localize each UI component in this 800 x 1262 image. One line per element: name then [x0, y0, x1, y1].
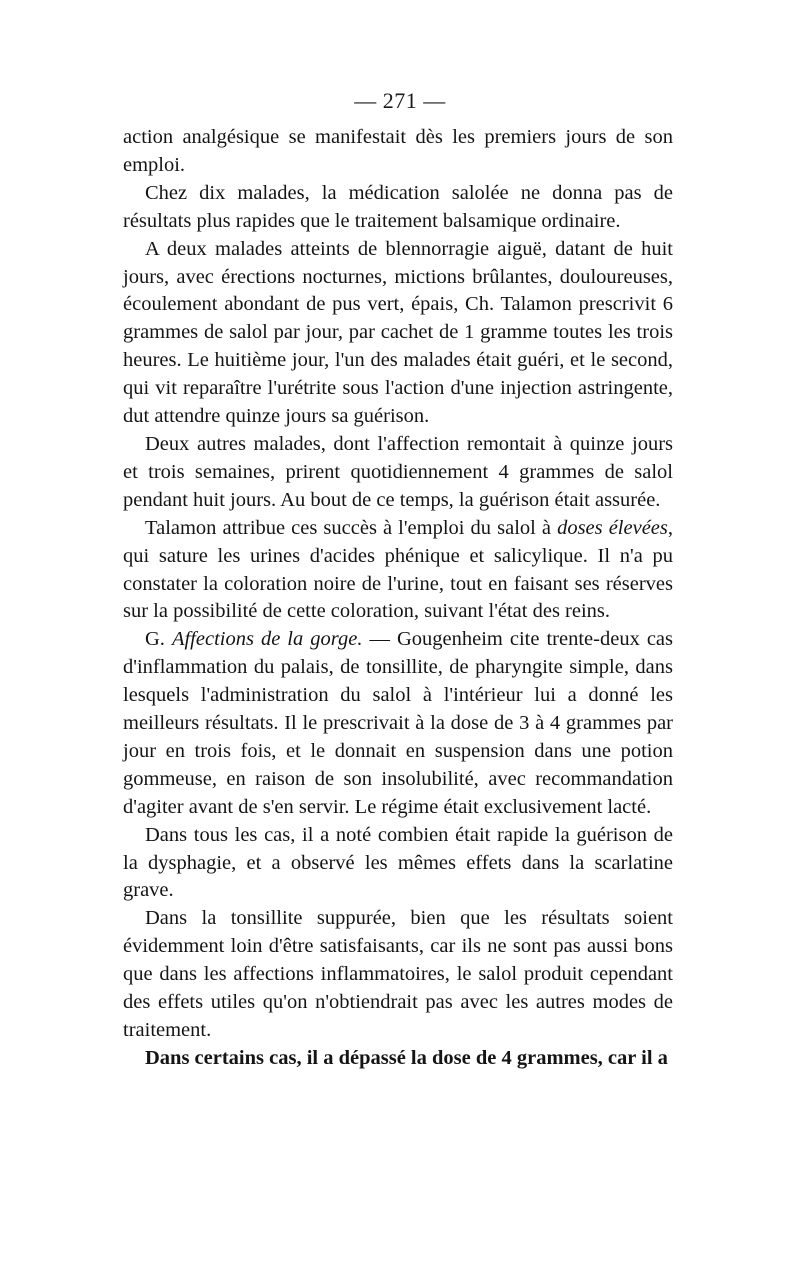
paragraph	[123, 180, 673, 236]
paragraph	[123, 124, 673, 180]
paragraph	[123, 822, 673, 906]
text-run: , qui sature les urines d'acides phénique et salicylique. Il n'a pu constater la coloration noire de l'urine, tout en faisant ses réserves sur la possibilité de cette coloration, suivant l'état des reins.	[123, 516, 673, 623]
text-run: — Gougenheim cite trente-deux cas d'inflammation du palais, de tonsillite, de pharyngite simple, dans lesquels l'administration du salol à l'intérieur lui a donné les meilleurs résultats. Il le prescrivait à la dose de 3 à 4 grammes par jour en trois fois, et le donnait en suspension dans une potion gommeuse, en raison de son insolubilité, avec recommandation d'agiter avant de s'en servir. Le régime était exclusivement lacté.	[123, 628, 674, 818]
page-number: — 271 —	[354, 88, 446, 113]
text-run: Deux autres malades, dont l'affection remontait à quinze jours et trois semaines, prirent quotidiennement 4 grammes de salol pendant huit jours. Au bout de ce temps, la guérison était assurée.	[123, 432, 673, 511]
paragraph	[123, 905, 673, 1045]
text-run: doses élevées	[557, 516, 668, 539]
text-run: Dans certains cas, il a dépassé la dose de 4 grammes, car il a	[145, 1046, 668, 1069]
paragraph	[123, 236, 673, 431]
text-run: G.	[145, 628, 172, 651]
text-run: action analgésique se manifestait dès les premiers jours de son emploi.	[123, 126, 673, 176]
text-run: Talamon attribue ces succès à l'emploi du salol à	[145, 516, 558, 539]
text-run: Dans la tonsillite suppurée, bien que les résultats soient évidemment loin d'être satisfaisants, car ils ne sont pas aussi bons que dans les affections inflammatoires, le salol produit cependant des effets utiles qu'on n'obtiendrait pas avec les autres modes de traitement.	[123, 907, 673, 1041]
text-run: Dans tous les cas, il a noté combien était rapide la guérison de la dysphagie, et a observé les mêmes effets dans la scarlatine grave.	[123, 823, 673, 902]
text-run: Chez dix malades, la médication salolée ne donna pas de résultats plus rapides que le traitement balsamique ordinaire.	[123, 181, 673, 232]
body-text	[123, 124, 673, 1073]
text-run: A deux malades atteints de blennorragie aiguë, datant de huit jours, avec érections nocturnes, mictions brûlantes, douloureuses, écoulement abondant de pus vert, épais, Ch. Talamon prescrivit 6 grammes de salol par jour, par cachet de 1 gramme toutes les trois heures. Le huitième jour, l'un des malades était guéri, et le second, qui vit reparaître l'urétrite sous l'action d'une injection astringente, dut attendre quinze jours sa guérison.	[123, 237, 673, 428]
text-run: Affections de la gorge.	[171, 628, 363, 651]
paragraph	[123, 626, 673, 821]
paragraph	[123, 515, 673, 627]
paragraph	[123, 431, 673, 515]
paragraph	[123, 1045, 673, 1073]
